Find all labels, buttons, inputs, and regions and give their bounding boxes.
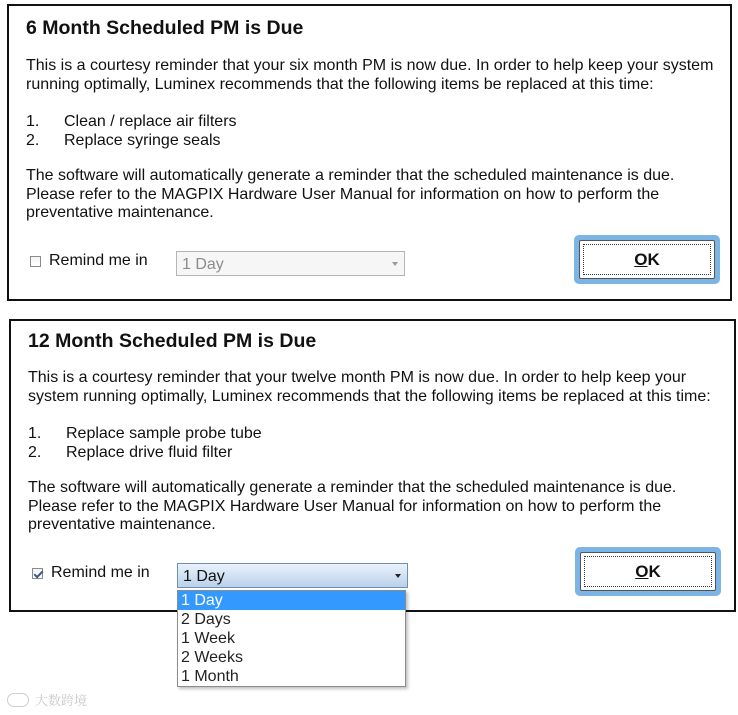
item-number: 1. xyxy=(26,113,40,130)
ok-button-face[interactable] xyxy=(580,552,716,591)
ok-button[interactable] xyxy=(575,547,721,596)
six-month-pm-dialog xyxy=(7,4,732,301)
item-text: Replace syringe seals xyxy=(64,131,221,149)
dropdown-option-2-weeks[interactable]: 2 Weeks xyxy=(181,649,243,666)
item-number: 1. xyxy=(28,425,42,442)
chevron-down-icon xyxy=(392,262,398,266)
twelve-month-pm-dialog xyxy=(9,319,736,612)
intro-text xyxy=(26,57,713,94)
watermark-text: 大数跨境 xyxy=(35,693,88,708)
item-number: 2. xyxy=(28,443,42,461)
note-line: Please refer to the MAGPIX Hardware User Manual for information on how to perform the xyxy=(26,185,660,203)
list-item xyxy=(28,444,262,463)
note-text xyxy=(26,167,674,223)
dialog-title: 6 Month Scheduled PM is Due xyxy=(26,17,304,39)
dropdown-option-1-week[interactable]: 1 Week xyxy=(181,630,235,647)
item-text: Replace drive fluid filter xyxy=(66,443,233,461)
remind-interval-select[interactable] xyxy=(177,563,408,588)
items-list xyxy=(26,113,237,150)
dropdown-option-2-days[interactable]: 2 Days xyxy=(181,611,231,628)
list-item xyxy=(26,113,237,132)
intro-line: running optimally, Luminex recommends that the following items be replaced at this time: xyxy=(26,75,654,93)
note-text xyxy=(28,479,676,535)
list-item xyxy=(26,132,237,151)
select-value: 1 Day xyxy=(183,568,225,585)
remind-me-label: Remind me in xyxy=(51,564,150,581)
dropdown-option-1-day[interactable]: 1 Day xyxy=(178,591,405,610)
focus-rect xyxy=(583,244,711,275)
chevron-down-icon xyxy=(395,574,401,578)
remind-me-label: Remind me in xyxy=(49,252,148,269)
remind-me-checkbox-row[interactable] xyxy=(30,252,148,270)
select-value: 1 Day xyxy=(182,256,224,273)
interval-dropdown-list[interactable] xyxy=(177,590,406,687)
remind-me-checkbox[interactable] xyxy=(32,568,43,579)
item-text: Clean / replace air filters xyxy=(64,113,237,130)
remind-interval-select[interactable] xyxy=(176,251,405,276)
remind-me-checkbox[interactable] xyxy=(30,256,41,267)
note-line: The software will automatically generate a reminder that the scheduled maintenance is due. xyxy=(28,479,677,496)
watermark xyxy=(7,690,87,709)
list-item xyxy=(28,425,262,444)
note-line: The software will automatically generate a reminder that the scheduled maintenance is due. xyxy=(26,167,675,184)
dropdown-option-1-month[interactable]: 1 Month xyxy=(181,668,239,685)
intro-line: system running optimally, Luminex recommends that the following items be replaced at this time: xyxy=(28,387,711,405)
items-list xyxy=(28,425,262,462)
ok-label: OK xyxy=(634,249,660,269)
item-number: 2. xyxy=(26,131,40,149)
intro-line: This is a courtesy reminder that your six month PM is now due. In order to help keep your system xyxy=(26,57,714,74)
intro-line: This is a courtesy reminder that your twelve month PM is now due. In order to help keep your xyxy=(28,369,687,386)
ok-button[interactable] xyxy=(574,235,720,284)
note-line: preventative maintenance. xyxy=(28,516,216,533)
remind-me-checkbox-row[interactable] xyxy=(32,564,150,582)
ok-label: OK xyxy=(635,561,661,581)
focus-rect xyxy=(584,556,712,587)
intro-text xyxy=(28,369,711,406)
dialog-title: 12 Month Scheduled PM is Due xyxy=(28,330,317,352)
note-line: preventative maintenance. xyxy=(26,204,214,221)
note-line: Please refer to the MAGPIX Hardware User Manual for information on how to perform the xyxy=(28,497,662,515)
ok-button-face[interactable] xyxy=(579,240,715,279)
item-text: Replace sample probe tube xyxy=(66,425,262,442)
watermark-logo-icon xyxy=(7,693,29,707)
